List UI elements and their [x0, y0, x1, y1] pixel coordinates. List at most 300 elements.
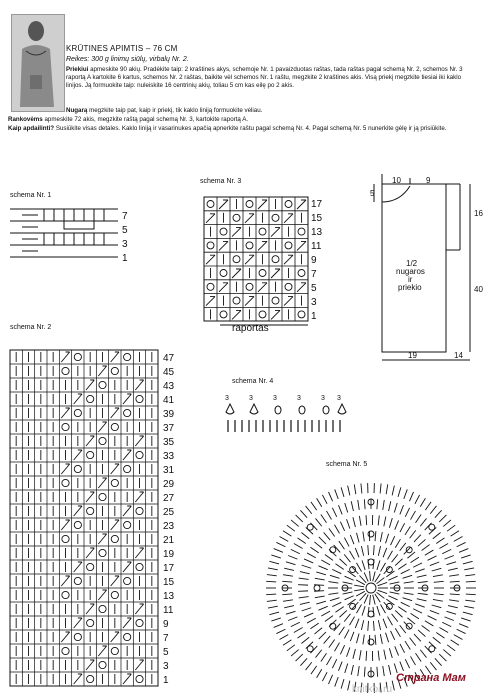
schema-1-label: schema Nr. 1 [10, 192, 52, 199]
crochet-stitch [395, 610, 402, 617]
crochet-stitch [302, 608, 311, 611]
crochet-stitch [330, 575, 340, 578]
schema-4-count: 3 [337, 395, 341, 402]
crochet-stitch [359, 516, 361, 526]
crochet-stitch [414, 535, 421, 542]
schema-3-row: 11 [311, 241, 322, 252]
crochet-stitch [350, 551, 355, 560]
crochet-stitch [429, 642, 436, 649]
crochet-stitch [410, 530, 416, 538]
crochet-stitch [301, 637, 309, 643]
crochet-stitch [389, 518, 392, 528]
crochet-stitch [451, 640, 459, 645]
crochet-stitch [435, 658, 442, 665]
chain-loop [307, 524, 313, 530]
crochet-stitch [447, 645, 455, 651]
crochet-stitch [377, 667, 378, 677]
dim-height: 40 [474, 285, 483, 294]
crochet-stitch [448, 568, 458, 570]
crochet-stitch [359, 650, 361, 660]
crochet-stitch [354, 585, 364, 587]
crochet-stitch [383, 619, 387, 628]
crochet-stitch [420, 498, 425, 507]
schema-2-row: 17 [163, 563, 175, 574]
crochet-stitch [357, 604, 362, 613]
dim-shoulder: 9 [426, 176, 431, 185]
crochet-stitch [319, 537, 326, 544]
crochet-stitch [401, 569, 410, 573]
crochet-stitch [364, 499, 365, 509]
size-title: KRŪTINES APIMTIS – 76 CM [66, 44, 178, 53]
crochet-stitch [300, 572, 310, 574]
crochet-stitch [345, 503, 348, 513]
crochet-stitch [383, 548, 387, 557]
crochet-stitch [368, 621, 369, 631]
crochet-stitch [400, 505, 404, 514]
crochet-stitch [400, 543, 406, 551]
crochet-stitch [404, 593, 414, 594]
schema-1-row-5: 5 [122, 225, 128, 236]
crochet-stitch [332, 659, 336, 668]
crochet-stitch [321, 560, 330, 565]
crochet-stitch [356, 580, 365, 585]
crochet-stitch [420, 518, 426, 526]
crochet-stitch [434, 594, 444, 595]
crochet-stitch [330, 598, 340, 601]
crochet-stitch [378, 651, 379, 661]
chain-loop [429, 646, 435, 652]
crochet-stitch [324, 636, 330, 644]
crochet-stitch [291, 622, 300, 626]
crochet-stitch [343, 582, 353, 584]
crochet-stitch [405, 641, 410, 649]
repeat-label: raportas [232, 323, 269, 334]
dim-bottom-width: 19 [408, 351, 417, 360]
crochet-stitch [276, 629, 285, 633]
crochet-stitch [364, 667, 365, 677]
crochet-stitch [345, 596, 354, 600]
crochet-stitch [388, 551, 393, 560]
crochet-stitch [274, 549, 283, 553]
crochet-stitch [454, 635, 463, 640]
crochet-stitch [400, 662, 404, 671]
crochet-stitch [430, 562, 439, 566]
crochet-stitch [416, 653, 422, 661]
crochet-stitch [310, 623, 318, 629]
crochet-stitch [403, 575, 413, 578]
crochet-stitch [447, 525, 455, 531]
schema-2-row: 41 [163, 395, 175, 406]
crochet-stitch [317, 498, 322, 507]
crochet-stitch [284, 568, 294, 570]
crochet-stitch [383, 500, 384, 510]
crochet-stitch [362, 560, 365, 570]
crochet-stitch [345, 663, 348, 673]
crochet-stitch [299, 578, 309, 579]
crochet-stitch [366, 515, 367, 525]
crochet-stitch [344, 538, 349, 547]
crochet-stitch [378, 515, 379, 525]
crochet-stitch [306, 642, 313, 649]
crochet-stitch [414, 634, 421, 641]
crochet-stitch [356, 591, 365, 596]
crochet-stitch [344, 614, 350, 622]
crochet-stitch [430, 506, 436, 514]
crochet-stitch [442, 549, 451, 553]
crochet-stitch [398, 607, 406, 613]
crochet-stitch [347, 519, 350, 528]
crochet-stitch [400, 523, 405, 532]
crochet-stitch [344, 630, 349, 639]
dim-bottom-side: 14 [454, 351, 463, 360]
crochet-stitch [329, 639, 335, 647]
piece-label-line: 1/2 [406, 259, 418, 268]
chain-loop [368, 531, 374, 537]
crochet-stitch [288, 555, 297, 559]
crochet-stitch [286, 611, 296, 614]
crochet-stitch [361, 483, 362, 493]
crochet-stitch [318, 566, 327, 570]
crochet-stitch [466, 594, 476, 595]
crochet-stitch [296, 515, 303, 522]
crochet-stitch [357, 533, 360, 543]
schema-3-row: 7 [311, 269, 317, 280]
piece-label-line: ir [408, 275, 413, 284]
crochet-stitch [430, 662, 436, 670]
crochet-stitch [439, 654, 446, 661]
crochet-stitch [348, 486, 350, 496]
crochet-stitch [389, 501, 391, 511]
crochet-stitch [434, 581, 444, 582]
schema-2-row: 29 [163, 479, 175, 490]
crochet-stitch [418, 593, 428, 594]
chain-loop [314, 585, 320, 591]
chain-loop [307, 646, 313, 652]
crochet-stitch [361, 620, 363, 630]
chain-loop [368, 611, 374, 617]
crochet-stitch [269, 612, 279, 615]
crochet-stitch [463, 612, 473, 615]
crochet-stitch [288, 617, 297, 621]
crochet-stitch [457, 629, 466, 633]
dim-sleeve: 16 [474, 209, 483, 218]
crochet-stitch [335, 643, 340, 652]
crochet-stitch [422, 625, 430, 631]
crochet-stitch [436, 633, 444, 639]
schema-2-row: 45 [163, 367, 175, 378]
piece-label-line: priekio [398, 283, 422, 292]
crochet-stitch [400, 644, 405, 653]
crochet-stitch [451, 531, 459, 536]
crochet-stitch [448, 606, 458, 608]
watermark-site: Страна Мам [396, 672, 466, 684]
crochet-stitch [314, 542, 322, 548]
schema-4-count: 3 [273, 395, 277, 402]
crochet-stitch [432, 605, 442, 608]
crochet-stitch [335, 564, 343, 570]
crochet-stitch [398, 487, 401, 497]
crochet-stitch [418, 582, 428, 583]
crochet-stitch [283, 531, 291, 536]
front-instructions: Priekiui apmeskite 90 akių. Pradėkite taip: 2 kraštines akys, schemoje Nr. 1 pavaizduotas raštas, tada raštas pagal schemą Nr. 2, schemos Nr. 3 raportą A kartokite 6 kartus, schemos Nr. 2 raštas, baikite vėl schemos Nr. 1 raštu, megzkite 2 kraštines akis. Visą priekį megzkite tiesiai iki kaklo linijos. Ją formuokite taip: nuleiskite 16 centrinių akių, toliau 5 cm kas eilę po 2 akis. [66, 66, 463, 90]
schema-3-label: schema Nr. 3 [200, 178, 242, 185]
crochet-stitch [433, 599, 443, 601]
crochet-stitch [291, 650, 299, 656]
crochet-stitch [418, 630, 425, 637]
schema-2-row: 9 [163, 619, 169, 630]
crochet-stitch [433, 575, 443, 577]
crochet-stitch [378, 620, 380, 630]
crochet-stitch [306, 662, 312, 670]
crochet-stitch [299, 597, 309, 598]
crochet-stitch [395, 628, 400, 637]
sleeve-instructions: Rankovėms apmeskite 72 akis, megzkite raštą pagal schemą Nr. 3, kartokite raportą A. [8, 116, 249, 123]
crochet-stitch [375, 531, 376, 541]
crochet-stitch [350, 617, 355, 626]
schema-5-label: schema Nr. 5 [326, 461, 368, 468]
back-instructions: Nugarą megzkite taip pat, kaip ir priekį, tik kaklo liniją formuokite vėliau. [66, 107, 263, 114]
crochet-stitch [351, 501, 353, 511]
crochet-stitch [317, 669, 322, 678]
crochet-stitch [390, 592, 400, 594]
crochet-stitch [464, 606, 474, 608]
crochet-stitch [429, 527, 436, 534]
crochet-stitch [443, 520, 451, 526]
crochet-stitch [428, 556, 437, 560]
crochet-stitch [339, 610, 346, 617]
crochet-stitch [274, 624, 283, 628]
crochet-stitch [322, 672, 327, 681]
crochet-stitch [294, 544, 303, 549]
schema-3-row: 1 [311, 311, 317, 322]
crochet-stitch [266, 594, 276, 595]
crochet-stitch [307, 553, 316, 558]
crochet-stitch [266, 581, 276, 582]
crochet-stitch [381, 604, 386, 613]
crochet-stitch [403, 598, 413, 601]
crochet-stitch [354, 589, 364, 591]
crochet-stitch [322, 495, 327, 504]
crochet-stitch [425, 621, 434, 626]
crochet-stitch [394, 503, 397, 513]
crochet-stitch [386, 534, 389, 544]
crochet-stitch [446, 562, 456, 565]
crochet-stitch [324, 532, 330, 540]
crochet-stitch [411, 511, 416, 520]
crochet-stitch [334, 624, 341, 632]
crochet-stitch [465, 575, 475, 576]
crochet-stitch [405, 659, 409, 668]
crochet-stitch [457, 542, 466, 546]
crochet-stitch [315, 578, 325, 580]
crochet-stitch [411, 557, 419, 562]
crochet-stitch [381, 563, 386, 572]
schema-4-label: schema Nr. 4 [232, 378, 274, 385]
crochet-stitch [454, 536, 463, 541]
crochet-stitch [388, 596, 397, 600]
crochet-stitch [418, 539, 425, 546]
schema-3-row: 3 [311, 297, 317, 308]
crochet-stitch [386, 633, 389, 643]
crochet-stitch [340, 522, 344, 531]
crochet-stitch [368, 545, 369, 555]
crochet-stitch [378, 546, 380, 556]
crochet-stitch [430, 610, 439, 614]
crochet-stitch [359, 593, 366, 600]
crochet-stitch [306, 527, 313, 534]
crochet-stitch [307, 618, 316, 623]
crochet-stitch [436, 538, 444, 544]
crochet-stitch [449, 575, 459, 576]
crochet-stitch [378, 590, 387, 593]
crochet-stitch [291, 520, 299, 526]
crochet-stitch [384, 517, 386, 527]
crochet-stitch [300, 602, 310, 604]
crochet-stitch [433, 533, 441, 539]
crochet-stitch [422, 545, 430, 551]
schema-3-row: 5 [311, 283, 317, 294]
crochet-stitch [280, 635, 289, 640]
schema-2-chart [8, 348, 188, 693]
crochet-stitch [350, 632, 354, 641]
crochet-stitch [409, 492, 413, 501]
crochet-stitch [335, 489, 338, 498]
crochet-stitch [413, 563, 422, 567]
crochet-stitch [395, 646, 399, 655]
crochet-stitch [377, 560, 380, 570]
crochet-stitch [378, 582, 387, 585]
schema-4-chart [222, 392, 352, 434]
crochet-stitch [271, 618, 280, 621]
crochet-stitch [464, 568, 474, 570]
crochet-stitch [395, 539, 400, 548]
crochet-stitch [388, 576, 397, 580]
schema-4-count: 3 [297, 395, 301, 402]
crochet-stitch [373, 621, 374, 631]
schema-2-row: 7 [163, 633, 169, 644]
crochet-stitch [332, 508, 336, 517]
crochet-stitch [449, 600, 459, 601]
crochet-stitch [417, 575, 427, 577]
crochet-stitch [364, 572, 368, 581]
crochet-stitch [450, 594, 460, 595]
crochet-stitch [377, 606, 380, 616]
crochet-stitch [283, 600, 293, 601]
crochet-stitch [287, 645, 295, 651]
crochet-stitch [268, 568, 278, 570]
crochet-stitch [304, 559, 313, 563]
crochet-stitch [339, 627, 345, 635]
pattern-piece-diagram [370, 172, 500, 367]
crochet-stitch [348, 681, 350, 691]
schema-3-row: 13 [311, 227, 323, 238]
crochet-stitch [291, 549, 300, 553]
schema-3-row: 15 [311, 213, 323, 224]
crochet-stitch [321, 611, 330, 616]
crochet-stitch [325, 554, 333, 560]
crochet-stitch [433, 637, 441, 643]
crochet-stitch [377, 499, 378, 509]
crochet-stitch [357, 563, 362, 572]
schema-3-chart [200, 195, 335, 335]
crochet-stitch [269, 561, 279, 564]
crochet-stitch [415, 604, 424, 607]
schema-2-row: 13 [163, 591, 175, 602]
crochet-stitch [405, 508, 409, 517]
crochet-stitch [297, 633, 305, 639]
schema-2-row: 11 [163, 605, 174, 616]
crochet-stitch [316, 518, 322, 526]
crochet-stitch [391, 631, 395, 640]
crochet-stitch [335, 525, 340, 534]
schema-2-row: 35 [163, 437, 175, 448]
schema-2-row: 5 [163, 647, 169, 658]
crochet-stitch [347, 647, 350, 656]
crochet-stitch [353, 649, 355, 659]
crochet-stitch [404, 582, 414, 583]
chain-loop [330, 623, 336, 629]
crochet-stitch [389, 665, 391, 675]
crochet-stitch [357, 633, 360, 643]
crochet-stitch [439, 628, 448, 633]
crochet-stitch [463, 561, 473, 564]
schema-1-chart [8, 205, 138, 265]
schema-5-chart [258, 476, 484, 696]
crochet-stitch [361, 546, 363, 556]
schema-2-row: 19 [163, 549, 175, 560]
chain-loop [406, 623, 412, 629]
schema-3-row: 17 [311, 199, 323, 210]
crochet-stitch [339, 559, 346, 566]
crochet-stitch [395, 520, 399, 529]
crochet-stitch [341, 679, 344, 689]
crochet-stitch [445, 555, 454, 559]
crochet-stitch [276, 542, 285, 546]
crochet-stitch [316, 572, 326, 575]
crochet-stitch [314, 628, 322, 634]
crochet-stitch [319, 632, 326, 639]
schema-2-row: 37 [163, 423, 175, 434]
crochet-stitch [373, 595, 375, 605]
crochet-stitch [302, 565, 311, 568]
crochet-stitch [311, 502, 317, 510]
crochet-stitch [425, 550, 434, 555]
crochet-stitch [425, 502, 431, 510]
crochet-stitch [354, 484, 356, 494]
crochet-stitch [338, 662, 342, 671]
chain-loop [368, 639, 374, 645]
crochet-stitch [316, 601, 326, 604]
crochet-stitch [363, 532, 364, 542]
schema-2-row: 1 [163, 675, 169, 686]
crochet-stitch [325, 616, 333, 622]
crochet-stitch [310, 547, 318, 553]
crochet-stitch [432, 568, 442, 571]
crochet-stitch [390, 582, 400, 584]
center-ring [366, 583, 376, 593]
crochet-stitch [388, 617, 393, 626]
crochet-stitch [351, 665, 353, 675]
crochet-stitch [425, 646, 432, 653]
crochet-stitch [392, 554, 398, 562]
crochet-stitch [304, 613, 313, 617]
crochet-stitch [416, 514, 422, 522]
crochet-stitch [328, 492, 332, 501]
schema-4-count: 3 [225, 395, 229, 402]
crochet-stitch [310, 523, 317, 530]
crochet-stitch [466, 581, 476, 582]
crochet-stitch [321, 653, 327, 661]
